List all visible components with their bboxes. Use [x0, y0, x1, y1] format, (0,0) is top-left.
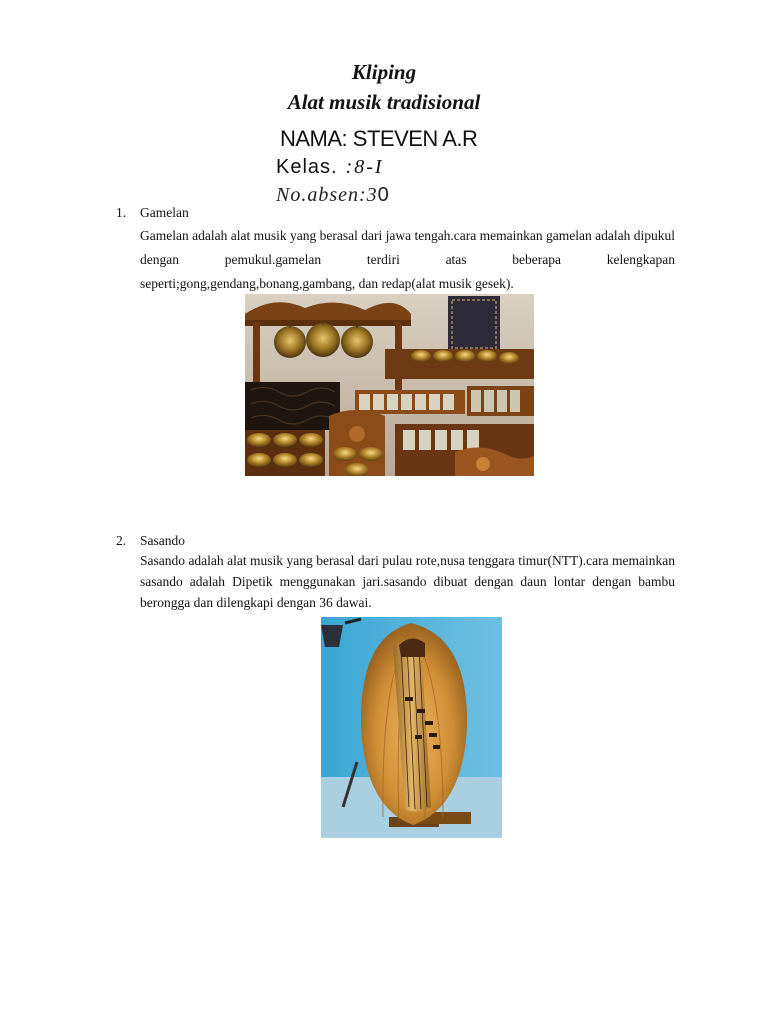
sasando-photo [321, 617, 502, 838]
gamelan-photo [245, 294, 534, 476]
class-value: :8-I [345, 156, 384, 178]
class-label: Kelas. [276, 156, 338, 178]
student-name: NAMA: STEVEN A.R [280, 126, 478, 151]
item-heading-sasando: Sasando [140, 533, 185, 548]
document-title: Kliping [351, 60, 417, 84]
item-number-1: 1. [116, 205, 127, 220]
document-subtitle: Alat musik tradisional [287, 90, 481, 114]
item-text-gamelan: Gamelan adalah alat musik yang berasal dari jawa tengah.cara memainkan gamelan adalah dipukul dengan pemukul.gamelan terdiri atas beberapa kelengkapan seperti;gong,gendang,bonang,gambang, dan redap(alat musik gesek). [140, 228, 675, 291]
item-number-2: 2. [116, 533, 127, 548]
item-text-sasando: Sasando adalah alat musik yang berasal dari pulau rote,nusa tenggara timur(NTT).cara memainkan sasando adalah Dipetik menggunakan jari.sasando dibuat dengan daun lontar dengan bambu berongga dan dilengkapi dengan 36 dawai. [140, 553, 675, 610]
absen-last-digit: 0 [377, 184, 390, 206]
item-heading-gamelan: Gamelan [140, 205, 189, 220]
student-class [276, 156, 384, 179]
student-absen-number [276, 184, 390, 207]
absen-main: No.absen:3 [276, 184, 378, 206]
